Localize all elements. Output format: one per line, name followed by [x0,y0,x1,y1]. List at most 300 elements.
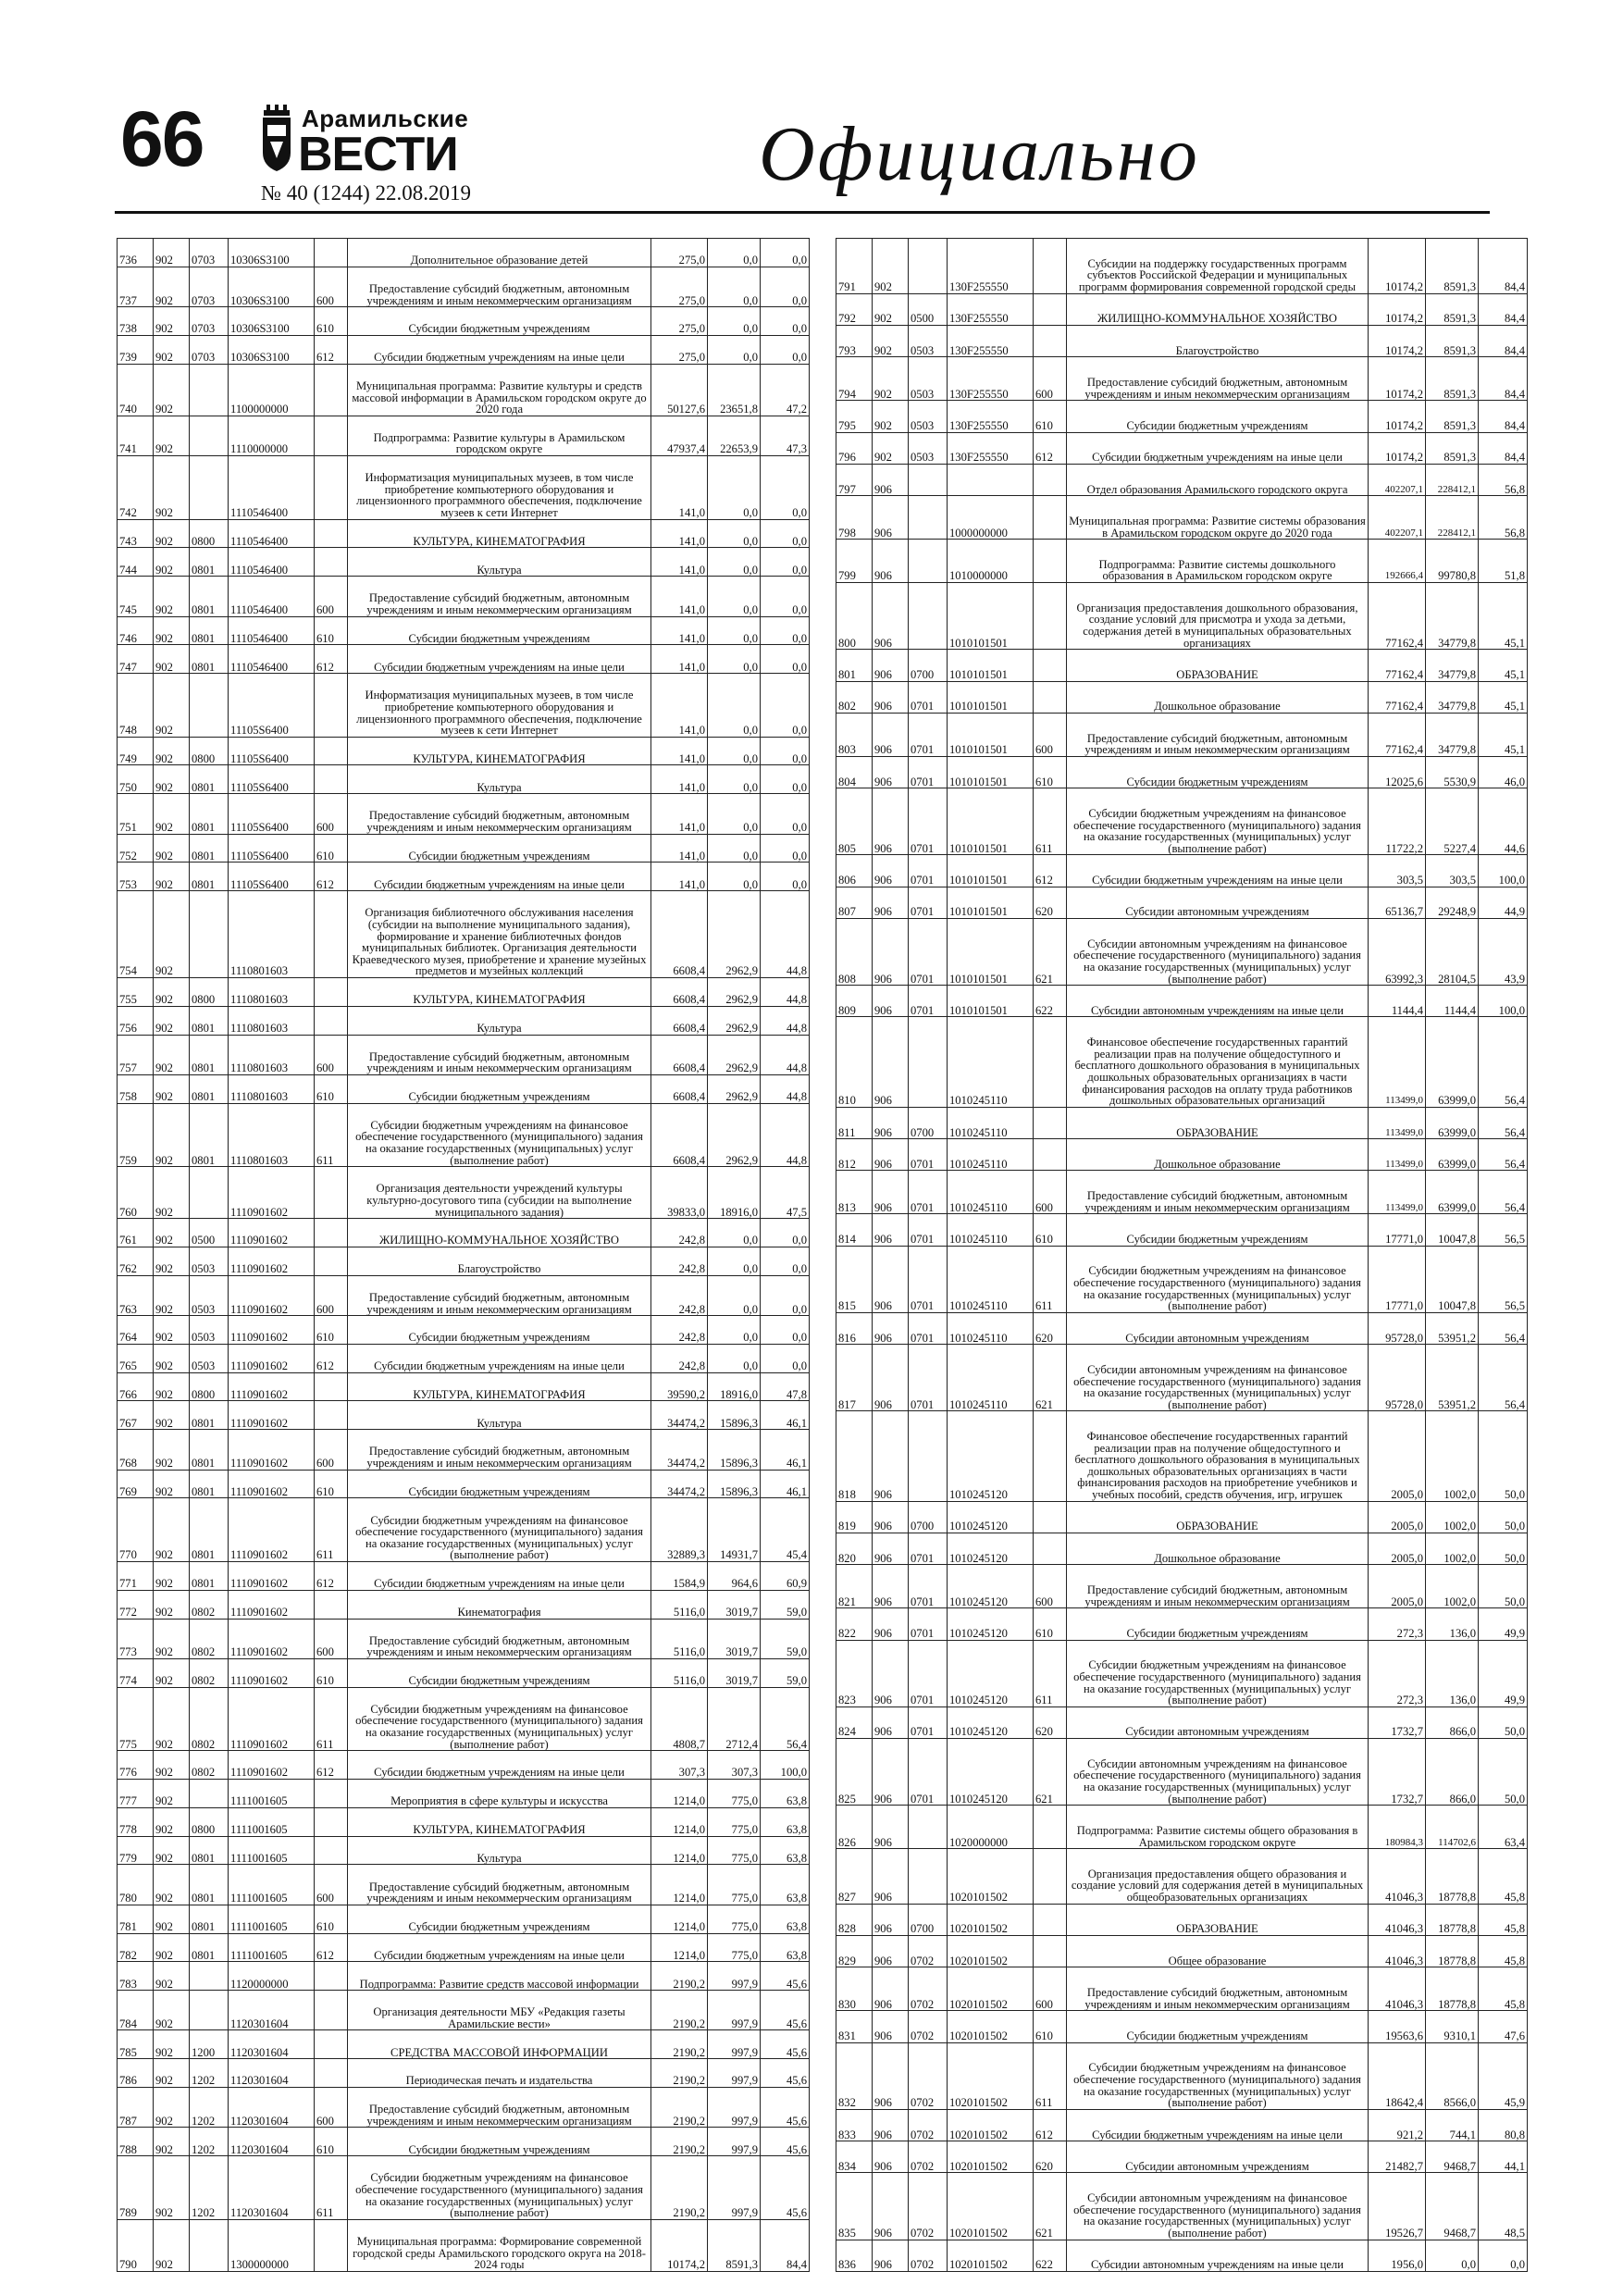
execution-percent: 47,2 [761,364,810,416]
table-row [118,1561,810,1590]
execution-percent: 45,6 [761,2088,810,2128]
expense-description: Дошкольное образование [1067,1533,1369,1564]
target-article-code: 1010101501 [948,918,1034,985]
executed-amount: 0,0 [708,307,761,336]
table-row [836,986,1528,1017]
section-code: 0703 [190,307,229,336]
department-code: 906 [873,2011,909,2042]
planned-amount: 4808,7 [651,1687,708,1751]
expense-type-code: 600 [1034,713,1067,756]
execution-percent: 80,8 [1479,2109,1528,2141]
target-article-code: 1110901602 [229,1401,315,1430]
target-article-code: 1010101501 [948,855,1034,887]
row-number: 782 [118,1933,154,1962]
row-number: 740 [118,364,154,416]
target-article-code: 1120301604 [229,2088,315,2128]
table-row [118,1865,810,1905]
planned-amount: 32889,3 [651,1498,708,1562]
target-article-code: 1020101502 [948,2240,1034,2271]
row-number: 742 [118,456,154,520]
planned-amount: 141,0 [651,863,708,891]
section-code: 0701 [909,1171,948,1214]
department-code: 902 [154,1590,190,1619]
department-code: 906 [873,1936,909,1967]
table-row [118,674,810,738]
execution-percent: 56,4 [761,1687,810,1751]
target-article-code: 1110801603 [229,1006,315,1035]
section-code: 0503 [190,1247,229,1275]
row-number: 785 [118,2030,154,2059]
expense-type-code: 600 [315,1035,348,1074]
expense-description: Предоставление субсидий бюджетным, автономным учреждениям и иным некоммерческим организациям [348,794,651,834]
row-number: 818 [836,1411,873,1501]
expense-type-code [315,1807,348,1836]
expense-description: Субсидии бюджетным учреждениям на иные цели [1067,2109,1369,2141]
execution-percent: 50,0 [1479,1501,1528,1533]
expense-type-code: 610 [1034,2011,1067,2042]
department-code: 902 [154,456,190,520]
execution-percent: 59,0 [761,1590,810,1619]
expense-type-code: 611 [315,1687,348,1751]
target-article-code: 1020101502 [948,2141,1034,2173]
target-article-code: 1110801603 [229,1103,315,1167]
planned-amount: 141,0 [651,834,708,863]
execution-percent: 47,8 [761,1372,810,1401]
department-code: 902 [154,1219,190,1247]
section-code: 0800 [190,1372,229,1401]
executed-amount: 775,0 [708,1933,761,1962]
expense-description: ОБРАЗОВАНИЕ [1067,1501,1369,1533]
department-code: 902 [873,432,909,464]
table-row [836,1107,1528,1138]
section-code: 0801 [190,765,229,794]
target-article-code: 1000000000 [948,496,1034,540]
section-code: 0802 [190,1751,229,1780]
target-article-code: 1110901602 [229,1561,315,1590]
executed-amount: 18778,8 [1426,1904,1479,1935]
table-row [118,1167,810,1219]
row-number: 789 [118,2156,154,2220]
target-article-code: 1111001605 [229,1933,315,1962]
table-row [118,548,810,577]
department-code: 906 [873,540,909,583]
section-code [190,416,229,455]
target-article-code: 1110901602 [229,1167,315,1219]
planned-amount: 921,2 [1369,2109,1426,2141]
expense-description: Субсидии бюджетным учреждениям [348,1074,651,1103]
execution-percent: 45,1 [1479,713,1528,756]
planned-amount: 113499,0 [1369,1139,1426,1171]
expense-description: Дошкольное образование [1067,1139,1369,1171]
department-code: 906 [873,756,909,788]
expense-type-code: 611 [315,2156,348,2220]
department-code: 902 [154,307,190,336]
row-number: 802 [836,681,873,713]
section-code: 0801 [190,1103,229,1167]
target-article-code: 1110901602 [229,1751,315,1780]
table-row [118,1751,810,1780]
expense-description: Субсидии бюджетным учреждениям [1067,1608,1369,1640]
department-code: 906 [873,1246,909,1312]
executed-amount: 8591,3 [708,2219,761,2271]
department-code: 902 [154,1074,190,1103]
table-row [118,519,810,548]
target-article-code: 130F255550 [948,293,1034,325]
department-code: 902 [154,1498,190,1562]
execution-percent: 49,9 [1479,1608,1528,1640]
execution-percent: 50,0 [1479,1739,1528,1806]
planned-amount: 113499,0 [1369,1171,1426,1214]
department-code: 906 [873,1967,909,2011]
target-article-code: 11105S6400 [229,737,315,765]
brand-top-text: Арамильские [302,105,469,132]
executed-amount: 18778,8 [1426,1849,1479,1905]
section-code: 0703 [190,239,229,267]
planned-amount: 2005,0 [1369,1565,1426,1608]
row-number: 739 [118,335,154,364]
executed-amount: 1002,0 [1426,1411,1479,1501]
header-rule [115,211,1490,214]
department-code: 906 [873,918,909,985]
section-code: 0801 [190,1074,229,1103]
table-row [836,650,1528,681]
expense-description: Субсидии бюджетным учреждениям на финансовое обеспечение государственного (муниципального) задания на оказание государственных (муниципальных) услуг (выполнение работ) [348,1687,651,1751]
planned-amount: 272,3 [1369,1608,1426,1640]
department-code: 902 [154,1687,190,1751]
executed-amount: 228412,1 [1426,464,1479,495]
row-number: 775 [118,1687,154,1751]
section-code: 0701 [909,713,948,756]
planned-amount: 10174,2 [1369,432,1426,464]
section-code: 0802 [190,1687,229,1751]
executed-amount: 228412,1 [1426,496,1479,540]
expense-type-code [1034,650,1067,681]
expense-description: Дополнительное образование детей [348,239,651,267]
executed-amount: 136,0 [1426,1640,1479,1706]
expense-description: Субсидии бюджетным учреждениям на финансовое обеспечение государственного (муниципального) задания на оказание государственных (муниципальных) услуг (выполнение работ) [1067,1246,1369,1312]
planned-amount: 11722,2 [1369,788,1426,855]
execution-percent: 50,0 [1479,1565,1528,1608]
expense-description: Культура [348,765,651,794]
execution-percent: 50,0 [1479,1411,1528,1501]
expense-type-code [315,239,348,267]
table-row [118,1498,810,1562]
target-article-code: 1010101501 [948,788,1034,855]
expense-type-code: 620 [1034,2141,1067,2173]
row-number: 758 [118,1074,154,1103]
expense-description: Мероприятия в сфере культуры и искусства [348,1780,651,1808]
executed-amount: 8591,3 [1426,357,1479,401]
target-article-code: 1120000000 [229,1962,315,1991]
executed-amount: 18916,0 [708,1167,761,1219]
expense-description: Субсидии автономным учреждениям [1067,887,1369,918]
target-article-code: 1110901602 [229,1247,315,1275]
planned-amount: 275,0 [651,335,708,364]
expense-description: Предоставление субсидий бюджетным, автономным учреждениям и иным некоммерческим организациям [348,267,651,306]
expense-type-code: 610 [315,1316,348,1345]
planned-amount: 1214,0 [651,1836,708,1865]
planned-amount: 113499,0 [1369,1017,1426,1107]
executed-amount: 53951,2 [1426,1345,1479,1411]
department-code: 906 [873,1565,909,1608]
department-code: 902 [154,2128,190,2156]
planned-amount: 19563,6 [1369,2011,1426,2042]
executed-amount: 3019,7 [708,1619,761,1658]
row-number: 801 [836,650,873,681]
expense-description: Субсидии бюджетным учреждениям [348,1316,651,1345]
row-number: 819 [836,1501,873,1533]
expense-type-code: 612 [1034,432,1067,464]
planned-amount: 39833,0 [651,1167,708,1219]
expense-type-code [1034,1533,1067,1564]
row-number: 783 [118,1962,154,1991]
executed-amount: 0,0 [708,674,761,738]
table-row [118,1991,810,2030]
execution-percent: 44,8 [761,891,810,978]
expense-description: Кинематография [348,1590,651,1619]
table-row [118,1035,810,1074]
expense-type-code [1034,583,1067,650]
expense-description: Благоустройство [348,1247,651,1275]
expense-type-code: 621 [1034,2173,1067,2240]
table-row [118,1006,810,1035]
table-row [836,2141,1528,2173]
target-article-code: 1110546400 [229,456,315,520]
target-article-code: 1010245110 [948,1312,1034,1344]
section-code: 1202 [190,2059,229,2088]
executed-amount: 866,0 [1426,1706,1479,1738]
table-row [836,855,1528,887]
row-number: 823 [836,1640,873,1706]
expense-type-code: 610 [1034,756,1067,788]
department-code: 906 [873,1608,909,1640]
expense-description: Субсидии автономным учреждениям на финансовое обеспечение государственного (муниципального) задания на оказание государственных (муниципальных) услуг (выполнение работ) [1067,1345,1369,1411]
target-article-code: 1010245120 [948,1608,1034,1640]
section-code: 0701 [909,1565,948,1608]
expense-type-code [315,674,348,738]
expense-type-code [315,891,348,978]
expense-type-code: 600 [1034,1171,1067,1214]
expense-description: Предоставление субсидий бюджетным, автономным учреждениям и иным некоммерческим организациям [1067,1967,1369,2011]
row-number: 776 [118,1751,154,1780]
planned-amount: 2190,2 [651,1991,708,2030]
section-code: 0701 [909,1640,948,1706]
department-code: 902 [154,863,190,891]
expense-description: КУЛЬТУРА, КИНЕМАТОГРАФИЯ [348,977,651,1006]
table-row [118,834,810,863]
table-row [118,1430,810,1470]
execution-percent: 84,4 [1479,239,1528,294]
expense-type-code [1034,540,1067,583]
execution-percent: 45,4 [761,1498,810,1562]
table-row [118,737,810,765]
section-code: 0801 [190,577,229,616]
section-code [909,1411,948,1501]
expense-type-code [315,765,348,794]
row-number: 814 [836,1214,873,1246]
target-article-code: 10306S3100 [229,267,315,306]
department-code: 902 [154,1933,190,1962]
executed-amount: 3019,7 [708,1590,761,1619]
section-code: 0702 [909,2042,948,2109]
execution-percent: 0,0 [761,1275,810,1315]
row-number: 746 [118,616,154,645]
expense-type-code [315,1962,348,1991]
table-row [118,2059,810,2088]
expense-type-code [1034,464,1067,495]
execution-percent: 0,0 [761,456,810,520]
section-code: 0801 [190,1035,229,1074]
expense-type-code: 612 [315,1344,348,1372]
planned-amount: 34474,2 [651,1470,708,1498]
executed-amount: 0,0 [708,765,761,794]
executed-amount: 5530,9 [1426,756,1479,788]
executed-amount: 29248,9 [1426,887,1479,918]
expense-description: Субсидии бюджетным учреждениям [348,1470,651,1498]
section-code [909,1849,948,1905]
executed-amount: 997,9 [708,2156,761,2220]
planned-amount: 10174,2 [1369,239,1426,294]
table-row [118,2156,810,2220]
planned-amount: 17771,0 [1369,1246,1426,1312]
execution-percent: 47,3 [761,416,810,455]
row-number: 756 [118,1006,154,1035]
section-code [190,364,229,416]
row-number: 759 [118,1103,154,1167]
table-row [118,456,810,520]
department-code: 902 [154,548,190,577]
row-number: 778 [118,1807,154,1836]
budget-table-right [836,238,1528,2272]
planned-amount: 307,3 [651,1751,708,1780]
table-row [118,765,810,794]
department-code: 902 [154,1372,190,1401]
execution-percent: 56,5 [1479,1214,1528,1246]
row-number: 813 [836,1171,873,1214]
expense-description: Субсидии автономным учреждениям [1067,1312,1369,1344]
execution-percent: 47,6 [1479,2011,1528,2042]
department-code: 906 [873,464,909,495]
expense-description: КУЛЬТУРА, КИНЕМАТОГРАФИЯ [348,737,651,765]
row-number: 786 [118,2059,154,2088]
planned-amount: 5116,0 [651,1619,708,1658]
executed-amount: 0,0 [708,616,761,645]
executed-amount: 997,9 [708,2059,761,2088]
execution-percent: 45,8 [1479,1936,1528,1967]
section-code: 0503 [190,1344,229,1372]
row-number: 827 [836,1849,873,1905]
executed-amount: 8591,3 [1426,432,1479,464]
target-article-code: 11105S6400 [229,834,315,863]
table-row [118,1687,810,1751]
executed-amount: 0,0 [1426,2240,1479,2271]
execution-percent: 46,1 [761,1470,810,1498]
row-number: 770 [118,1498,154,1562]
section-code: 1200 [190,2030,229,2059]
planned-amount: 141,0 [651,616,708,645]
table-row [836,1706,1528,1738]
execution-percent: 45,6 [761,2059,810,2088]
row-number: 815 [836,1246,873,1312]
section-code: 0702 [909,1936,948,1967]
row-number: 812 [836,1139,873,1171]
target-article-code: 1110901602 [229,1498,315,1562]
target-article-code: 130F255550 [948,239,1034,294]
row-number: 797 [836,464,873,495]
row-number: 826 [836,1806,873,1849]
target-article-code: 1110801603 [229,977,315,1006]
execution-percent: 56,4 [1479,1171,1528,1214]
planned-amount: 1214,0 [651,1780,708,1808]
target-article-code: 1110546400 [229,548,315,577]
section-code: 0801 [190,1905,229,1933]
row-number: 747 [118,645,154,674]
expense-type-code: 610 [315,2128,348,2156]
expense-description: Субсидии бюджетным учреждениям на финансовое обеспечение государственного (муниципального) задания на оказание государственных (муниципальных) услуг (выполнение работ) [1067,2042,1369,2109]
row-number: 757 [118,1035,154,1074]
department-code: 906 [873,1171,909,1214]
executed-amount: 8591,3 [1426,293,1479,325]
expense-description: Культура [348,1401,651,1430]
section-code: 0701 [909,1246,948,1312]
section-code: 0801 [190,1498,229,1562]
target-article-code: 1110546400 [229,519,315,548]
row-number: 737 [118,267,154,306]
row-number: 761 [118,1219,154,1247]
section-code: 0801 [190,1401,229,1430]
execution-percent: 48,5 [1479,2173,1528,2240]
executed-amount: 0,0 [708,456,761,520]
expense-type-code [315,977,348,1006]
planned-amount: 141,0 [651,645,708,674]
row-number: 738 [118,307,154,336]
executed-amount: 2962,9 [708,891,761,978]
section-code: 0802 [190,1658,229,1687]
section-code [909,1806,948,1849]
section-code [190,1991,229,2030]
execution-percent: 0,0 [761,335,810,364]
section-code: 0503 [190,1316,229,1345]
expense-description: Субсидии автономным учреждениям [1067,2141,1369,2173]
row-number: 755 [118,977,154,1006]
section-code [909,239,948,294]
department-code: 902 [873,357,909,401]
executed-amount: 99780,8 [1426,540,1479,583]
row-number: 774 [118,1658,154,1687]
executed-amount: 997,9 [708,2128,761,2156]
section-code: 0701 [909,681,948,713]
executed-amount: 2962,9 [708,1103,761,1167]
executed-amount: 28104,5 [1426,918,1479,985]
expense-description: Подпрограмма: Развитие системы общего образования в Арамильском городском округе [1067,1806,1369,1849]
row-number: 784 [118,1991,154,2030]
executed-amount: 1002,0 [1426,1533,1479,1564]
target-article-code: 130F255550 [948,357,1034,401]
table-row [118,416,810,455]
executed-amount: 2962,9 [708,1035,761,1074]
row-number: 810 [836,1017,873,1107]
expense-type-code: 600 [315,1619,348,1658]
expense-type-code: 612 [315,1751,348,1780]
execution-percent: 0,0 [761,863,810,891]
expense-type-code [1034,1849,1067,1905]
executed-amount: 8591,3 [1426,239,1479,294]
expense-type-code: 620 [1034,887,1067,918]
executed-amount: 0,0 [708,239,761,267]
target-article-code: 10306S3100 [229,239,315,267]
executed-amount: 0,0 [708,645,761,674]
expense-description: Субсидии бюджетным учреждениям [1067,401,1369,432]
